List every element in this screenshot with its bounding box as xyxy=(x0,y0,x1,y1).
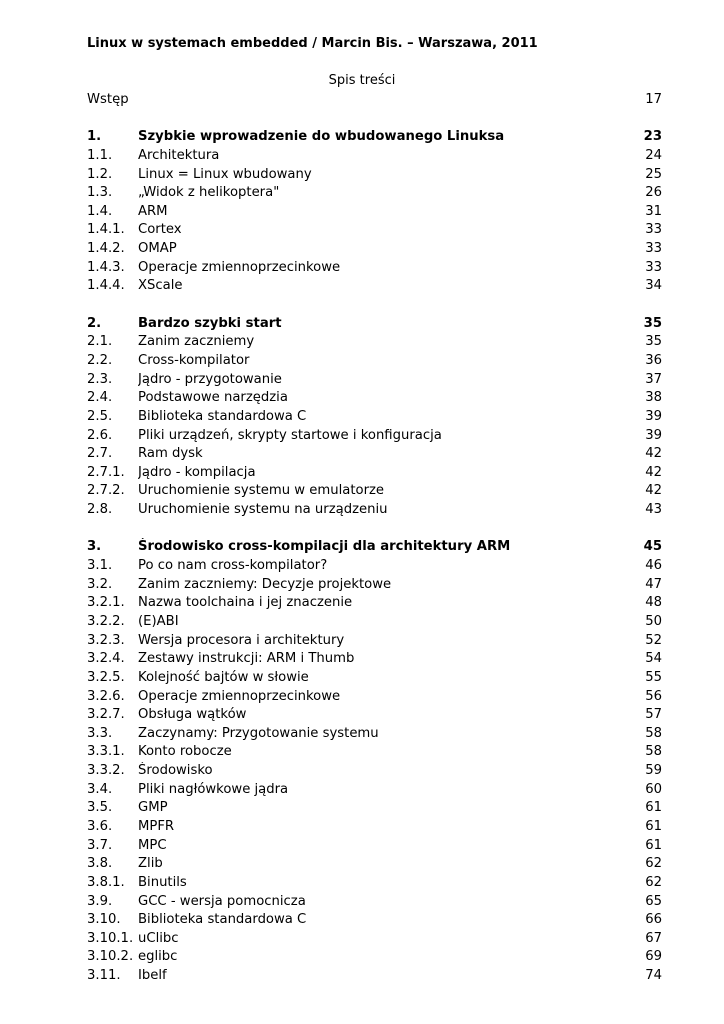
table-of-contents xyxy=(87,91,662,986)
toc-entry-title: Uruchomienie systemu na urządzeniu xyxy=(138,502,388,518)
toc-entry-number: 2.7.1. xyxy=(87,464,125,480)
toc-entry-title: Jądro - kompilacja xyxy=(138,464,256,480)
toc-entry-page: 67 xyxy=(645,930,662,946)
toc-entry-number: 2.3. xyxy=(87,371,113,387)
toc-entry-page: 65 xyxy=(645,893,662,909)
toc-entry-page: 61 xyxy=(645,800,662,816)
toc-entry-title: GCC - wersja pomocnicza xyxy=(138,893,306,909)
toc-entry-page: 56 xyxy=(645,688,662,704)
toc-entry-page: 48 xyxy=(645,595,662,611)
toc-entry-title: Podstawowe narzędzia xyxy=(138,390,288,406)
toc-entry-title: Operacje zmiennoprzecinkowe xyxy=(138,259,341,275)
toc-entry-title: Zestawy instrukcji: ARM i Thumb xyxy=(138,651,355,667)
toc-entry-page: 33 xyxy=(645,222,662,238)
toc-entry-page: 26 xyxy=(645,185,662,201)
toc-entry-row xyxy=(87,911,662,930)
toc-entry-number: 1.1. xyxy=(87,147,113,163)
toc-entry-number: 1.3. xyxy=(87,185,113,201)
toc-entry-title: Ram dysk xyxy=(138,446,203,462)
toc-entry-row xyxy=(87,837,662,856)
toc-entry-row xyxy=(87,893,662,912)
toc-entry-number: 3.3. xyxy=(87,725,113,741)
toc-entry-number: 3.6. xyxy=(87,818,113,834)
toc-entry-row xyxy=(87,781,662,800)
toc-entry-row xyxy=(87,408,662,427)
toc-entry-row xyxy=(87,203,662,222)
toc-entry-title: Wstęp xyxy=(87,92,129,107)
toc-entry-number: 3.2. xyxy=(87,576,113,592)
toc-entry-title: OMAP xyxy=(138,241,177,257)
toc-entry-page: 58 xyxy=(645,744,662,760)
toc-entry-page: 61 xyxy=(645,818,662,834)
toc-entry-number: 1.4.3. xyxy=(87,259,125,275)
toc-entry-row xyxy=(87,501,662,520)
toc-entry-title: Biblioteka standardowa C xyxy=(138,408,307,424)
toc-entry-title: Architektura xyxy=(138,147,220,163)
toc-entry-number: 3.10.1. xyxy=(87,930,134,946)
toc-entry-row xyxy=(87,650,662,669)
toc-entry-page: 24 xyxy=(645,147,662,163)
toc-entry-number: 1.4.1. xyxy=(87,222,125,238)
toc-entry-number: 3.10. xyxy=(87,912,121,928)
toc-entry-title: Środowisko xyxy=(138,763,213,779)
toc-entry-number: 3.8. xyxy=(87,856,113,872)
toc-entry-page: 50 xyxy=(645,613,662,629)
toc-entry-row xyxy=(87,818,662,837)
toc-entry-number: 3.2.5. xyxy=(87,669,125,685)
toc-entry-page: 17 xyxy=(645,92,662,107)
toc-entry-title: (E)ABI xyxy=(138,613,179,629)
toc-entry-title: „Widok z helikoptera" xyxy=(138,185,280,201)
toc-entry-row xyxy=(87,669,662,688)
toc-entry-row xyxy=(87,389,662,408)
toc-entry-title: Uruchomienie systemu w emulatorze xyxy=(138,483,385,499)
toc-entry-title: Jądro - przygotowanie xyxy=(138,371,282,387)
toc-entry-page: 33 xyxy=(645,241,662,257)
toc-entry-page: 35 xyxy=(643,315,662,331)
toc-entry-row xyxy=(87,725,662,744)
toc-entry-number: 3.11. xyxy=(87,968,121,984)
toc-entry-number: 3.9. xyxy=(87,893,113,909)
toc-entry-row xyxy=(87,930,662,949)
toc-entry-number: 3.4. xyxy=(87,781,113,797)
toc-entry-page: 69 xyxy=(645,949,662,965)
toc-entry-page: 62 xyxy=(645,856,662,872)
toc-entry-page: 42 xyxy=(645,464,662,480)
toc-entry-page: 52 xyxy=(645,632,662,648)
toc-entry-title: Operacje zmiennoprzecinkowe xyxy=(138,688,341,704)
toc-entry-page: 23 xyxy=(643,129,662,145)
toc-entry-page: 60 xyxy=(645,781,662,797)
toc-entry-row xyxy=(87,743,662,762)
toc-entry-title: Konto robocze xyxy=(138,744,232,760)
toc-entry-number: 1.2. xyxy=(87,166,113,182)
toc-entry-number: 3.8.1. xyxy=(87,874,125,890)
toc-entry-row xyxy=(87,166,662,185)
toc-entry-row xyxy=(87,557,662,576)
toc-entry-number: 3. xyxy=(87,539,102,555)
toc-entry-page: 57 xyxy=(645,707,662,723)
toc-entry-row xyxy=(87,762,662,781)
toc-entry-number: 3.3.1. xyxy=(87,744,125,760)
toc-entry-row xyxy=(87,855,662,874)
toc-entry-number: 3.3.2. xyxy=(87,763,125,779)
toc-entry-title: Nazwa toolchaina i jej znaczenie xyxy=(138,595,353,611)
toc-entry-page: 61 xyxy=(645,837,662,853)
toc-entry-title: Zaczynamy: Przygotowanie systemu xyxy=(138,725,379,741)
toc-entry-row xyxy=(87,445,662,464)
toc-entry-number: 2.8. xyxy=(87,502,113,518)
toc-entry-row xyxy=(87,333,662,352)
toc-entry-row xyxy=(87,91,662,110)
toc-entry-number: 3.2.3. xyxy=(87,632,125,648)
toc-entry-number: 2.5. xyxy=(87,408,113,424)
toc-entry-title: XScale xyxy=(138,278,183,294)
toc-entry-number: 1.4. xyxy=(87,203,113,219)
toc-entry-page: 36 xyxy=(645,352,662,368)
toc-entry-row xyxy=(87,352,662,371)
toc-entry-row xyxy=(87,482,662,501)
toc-entry-number: 1.4.4. xyxy=(87,278,125,294)
toc-entry-page: 59 xyxy=(645,763,662,779)
toc-entry-number: 1.4.2. xyxy=(87,241,125,257)
toc-entry-row xyxy=(87,706,662,725)
toc-entry-row xyxy=(87,277,662,296)
toc-entry-title: Binutils xyxy=(138,874,187,890)
toc-entry-title: Zanim zaczniemy: Decyzje projektowe xyxy=(138,576,392,592)
toc-entry-title: Pliki urządzeń, skrypty startowe i konfiguracja xyxy=(138,427,442,443)
toc-entry-page: 33 xyxy=(645,259,662,275)
toc-entry-page: 42 xyxy=(645,483,662,499)
toc-entry-row xyxy=(87,632,662,651)
toc-entry-page: 58 xyxy=(645,725,662,741)
toc-entry-title: ARM xyxy=(138,203,168,219)
toc-entry-number: 2.2. xyxy=(87,352,113,368)
toc-entry-row xyxy=(87,147,662,166)
toc-entry-page: 55 xyxy=(645,669,662,685)
toc-entry-page: 74 xyxy=(645,968,662,984)
toc-entry-title: Cortex xyxy=(138,222,182,238)
toc-entry-row xyxy=(87,576,662,595)
toc-entry-page: 39 xyxy=(645,408,662,424)
toc-entry-number: 2.6. xyxy=(87,427,113,443)
toc-entry-row xyxy=(87,613,662,632)
toc-entry-page: 34 xyxy=(645,278,662,294)
toc-entry-number: 3.5. xyxy=(87,800,113,816)
toc-entry-page: 25 xyxy=(645,166,662,182)
toc-entry-number: 2.7.2. xyxy=(87,483,125,499)
toc-entry-title: uClibc xyxy=(138,930,179,946)
toc-entry-title: Bardzo szybki start xyxy=(138,315,282,331)
toc-entry-row xyxy=(87,948,662,967)
toc-entry-number: 2.4. xyxy=(87,390,113,406)
toc-entry-row xyxy=(87,371,662,390)
toc-entry-page: 38 xyxy=(645,390,662,406)
toc-entry-row xyxy=(87,259,662,278)
toc-entry-page: 39 xyxy=(645,427,662,443)
toc-entry-row xyxy=(87,464,662,483)
toc-entry-title: Linux = Linux wbudowany xyxy=(138,166,312,182)
toc-entry-row xyxy=(87,594,662,613)
toc-entry-number: 3.1. xyxy=(87,558,113,574)
toc-entry-number: 2. xyxy=(87,315,102,331)
toc-entry-page: 66 xyxy=(645,912,662,928)
toc-entry-row xyxy=(87,874,662,893)
toc-entry-page: 31 xyxy=(645,203,662,219)
toc-entry-page: 43 xyxy=(645,502,662,518)
toc-entry-row xyxy=(87,240,662,259)
document-header: Linux w systemach embedded / Marcin Bis. – Warszawa, 2011 xyxy=(87,36,538,51)
toc-entry-number: 2.7. xyxy=(87,446,113,462)
toc-entry-number: 3.2.6. xyxy=(87,688,125,704)
toc-entry-number: 1. xyxy=(87,129,102,145)
toc-entry-number: 2.1. xyxy=(87,334,113,350)
toc-entry-title: Kolejność bajtów w słowie xyxy=(138,669,309,685)
toc-entry-row xyxy=(87,184,662,203)
toc-entry-row xyxy=(87,221,662,240)
toc-chapter-row xyxy=(87,315,662,334)
toc-entry-page: 62 xyxy=(645,874,662,890)
toc-entry-title: Biblioteka standardowa C xyxy=(138,912,307,928)
toc-entry-title: eglibc xyxy=(138,949,178,965)
toc-entry-title: Cross-kompilator xyxy=(138,352,250,368)
toc-entry-title: Pliki nagłówkowe jądra xyxy=(138,781,289,797)
toc-entry-row xyxy=(87,427,662,446)
toc-entry-number: 3.7. xyxy=(87,837,113,853)
toc-entry-number: 3.2.1. xyxy=(87,595,125,611)
toc-entry-page: 35 xyxy=(645,334,662,350)
toc-entry-row xyxy=(87,688,662,707)
toc-chapter-row xyxy=(87,538,662,557)
toc-entry-title: Zlib xyxy=(138,856,163,872)
toc-entry-page: 45 xyxy=(643,539,662,555)
toc-entry-title: Wersja procesora i architektury xyxy=(138,632,345,648)
toc-entry-title: MPC xyxy=(138,837,167,853)
toc-chapter-row xyxy=(87,128,662,147)
toc-entry-number: 3.2.4. xyxy=(87,651,125,667)
toc-entry-title: Obsługa wątków xyxy=(138,707,247,723)
toc-entry-title: Szybkie wprowadzenie do wbudowanego Linuksa xyxy=(138,129,505,145)
toc-title: Spis treści xyxy=(328,73,396,88)
toc-entry-row xyxy=(87,967,662,986)
toc-entry-page: 46 xyxy=(645,558,662,574)
toc-entry-row xyxy=(87,799,662,818)
toc-entry-title: MPFR xyxy=(138,818,175,834)
toc-entry-title: Zanim zaczniemy xyxy=(138,334,255,350)
toc-entry-page: 37 xyxy=(645,371,662,387)
toc-entry-number: 3.2.7. xyxy=(87,707,125,723)
toc-entry-page: 47 xyxy=(645,576,662,592)
toc-entry-title: Środowisko cross-kompilacji dla architektury ARM xyxy=(138,539,511,555)
toc-entry-page: 42 xyxy=(645,446,662,462)
toc-entry-page: 54 xyxy=(645,651,662,667)
toc-entry-title: GMP xyxy=(138,800,168,816)
toc-entry-title: Ibelf xyxy=(138,968,167,984)
toc-entry-title: Po co nam cross-kompilator? xyxy=(138,558,328,574)
toc-entry-number: 3.2.2. xyxy=(87,613,125,629)
toc-entry-number: 3.10.2. xyxy=(87,949,134,965)
